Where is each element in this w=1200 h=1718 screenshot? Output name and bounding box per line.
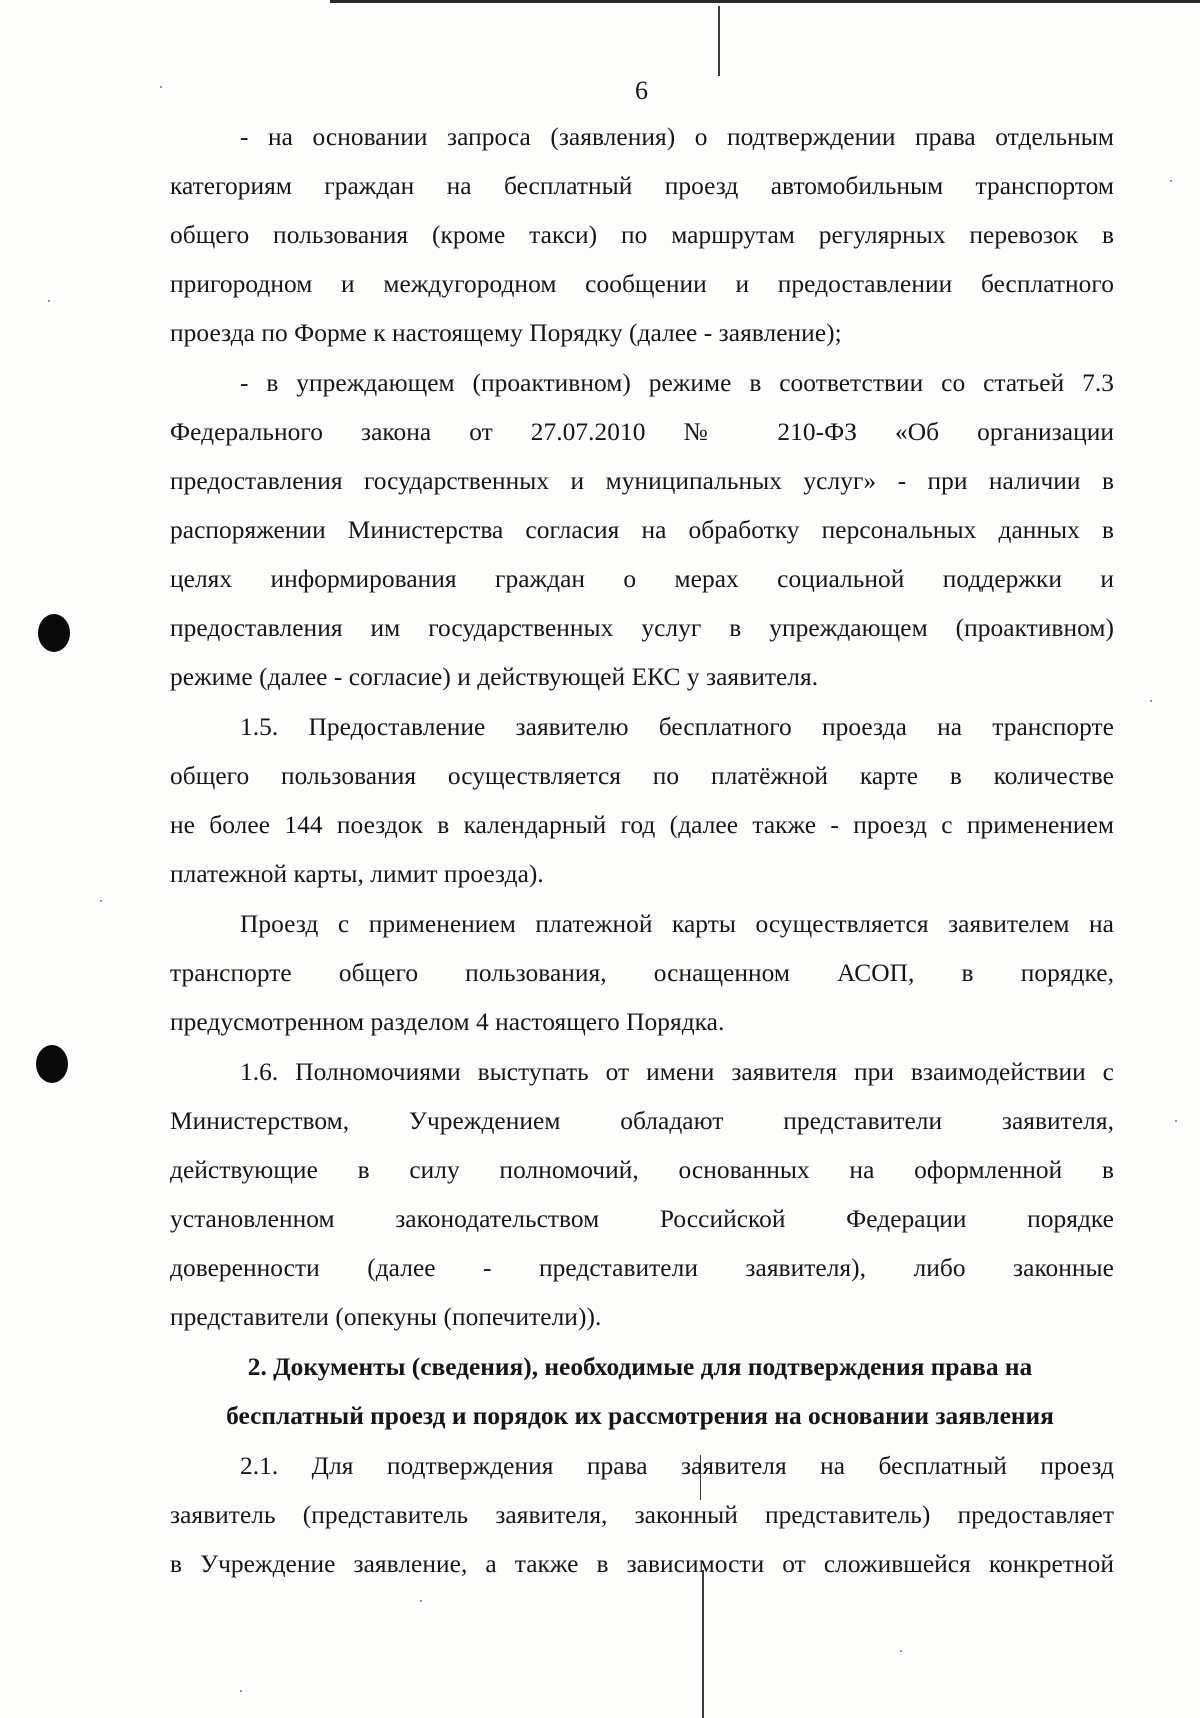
top-border-line bbox=[330, 0, 1200, 3]
text-line: - в упреждающем (проактивном) режиме в соответствии со статьей 7.3 bbox=[240, 369, 1114, 397]
text-line: предусмотренном разделом 4 настоящего Порядка. bbox=[170, 1008, 725, 1036]
text-line: не более 144 поездок в календарный год (далее также - проезд с применением bbox=[170, 811, 1114, 839]
text-line: представители (опекуны (попечители)). bbox=[170, 1303, 602, 1331]
text-line: - на основании запроса (заявления) о подтверждении права отдельным bbox=[240, 123, 1114, 151]
text-line: 2.1. Для подтверждения права заявителя на бесплатный проезд bbox=[240, 1452, 1114, 1480]
scan-artifact-line bbox=[718, 6, 720, 76]
text-line: действующие в силу полномочий, основанных на оформленной в bbox=[170, 1156, 1114, 1184]
text-line: целях информирования граждан о мерах социальной поддержки и bbox=[170, 565, 1114, 593]
section-heading: 2. Документы (сведения), необходимые для подтверждения права на bbox=[247, 1353, 1033, 1381]
text-line: распоряжении Министерства согласия на обработку персональных данных в bbox=[170, 516, 1114, 544]
text-line: Федерального закона от 27.07.2010 № 210-ФЗ «Об организации bbox=[170, 418, 1114, 446]
scan-speck bbox=[100, 900, 102, 902]
text-line: в Учреждение заявление, а также в зависимости от сложившейся конкретной bbox=[170, 1550, 1114, 1578]
scan-speck bbox=[1175, 1120, 1177, 1122]
text-line: заявитель (представитель заявителя, законный представитель) предоставляет bbox=[170, 1501, 1114, 1529]
text-line: Министерством, Учреждением обладают представители заявителя, bbox=[170, 1107, 1114, 1135]
section-heading: бесплатный проезд и порядок их рассмотрения на основании заявления bbox=[226, 1402, 1054, 1430]
scan-speck bbox=[1170, 180, 1172, 182]
text-line: проезда по Форме к настоящему Порядку (далее - заявление); bbox=[170, 319, 842, 347]
scan-speck bbox=[900, 1650, 902, 1652]
scan-speck bbox=[420, 1600, 422, 1602]
text-line: доверенности (далее - представители заявителя), либо законные bbox=[170, 1254, 1114, 1282]
text-line: категориям граждан на бесплатный проезд автомобильным транспортом bbox=[170, 172, 1114, 200]
text-line: общего пользования (кроме такси) по маршрутам регулярных перевозок в bbox=[170, 221, 1114, 249]
text-line: предоставления им государственных услуг в упреждающем (проактивном) bbox=[170, 614, 1114, 642]
page-number: 6 bbox=[635, 76, 648, 105]
scan-speck bbox=[1150, 700, 1152, 702]
text-line: 1.6. Полномочиями выступать от имени заявителя при взаимодействии с bbox=[240, 1058, 1114, 1086]
text-line: режиме (далее - согласие) и действующей ЕКС у заявителя. bbox=[170, 663, 819, 691]
text-line: 1.5. Предоставление заявителю бесплатного проезда на транспорте bbox=[240, 713, 1114, 741]
text-line: платежной карты, лимит проезда). bbox=[170, 860, 544, 888]
text-line: предоставления государственных и муниципальных услуг» - при наличии в bbox=[170, 467, 1114, 495]
punch-hole bbox=[38, 614, 70, 652]
text-line: пригородном и междугородном сообщении и предоставлении бесплатного bbox=[170, 270, 1114, 298]
text-line: Проезд с применением платежной карты осуществляется заявителем на bbox=[240, 910, 1114, 938]
text-line: общего пользования осуществляется по платёжной карте в количестве bbox=[170, 762, 1114, 790]
scan-speck bbox=[48, 300, 50, 302]
punch-hole bbox=[36, 1045, 68, 1083]
text-line: транспорте общего пользования, оснащенном АСОП, в порядке, bbox=[170, 959, 1114, 987]
scan-speck bbox=[240, 1690, 242, 1692]
scan-artifact-line bbox=[702, 1570, 704, 1718]
text-line: установленном законодательством Российской Федерации порядке bbox=[170, 1205, 1114, 1233]
